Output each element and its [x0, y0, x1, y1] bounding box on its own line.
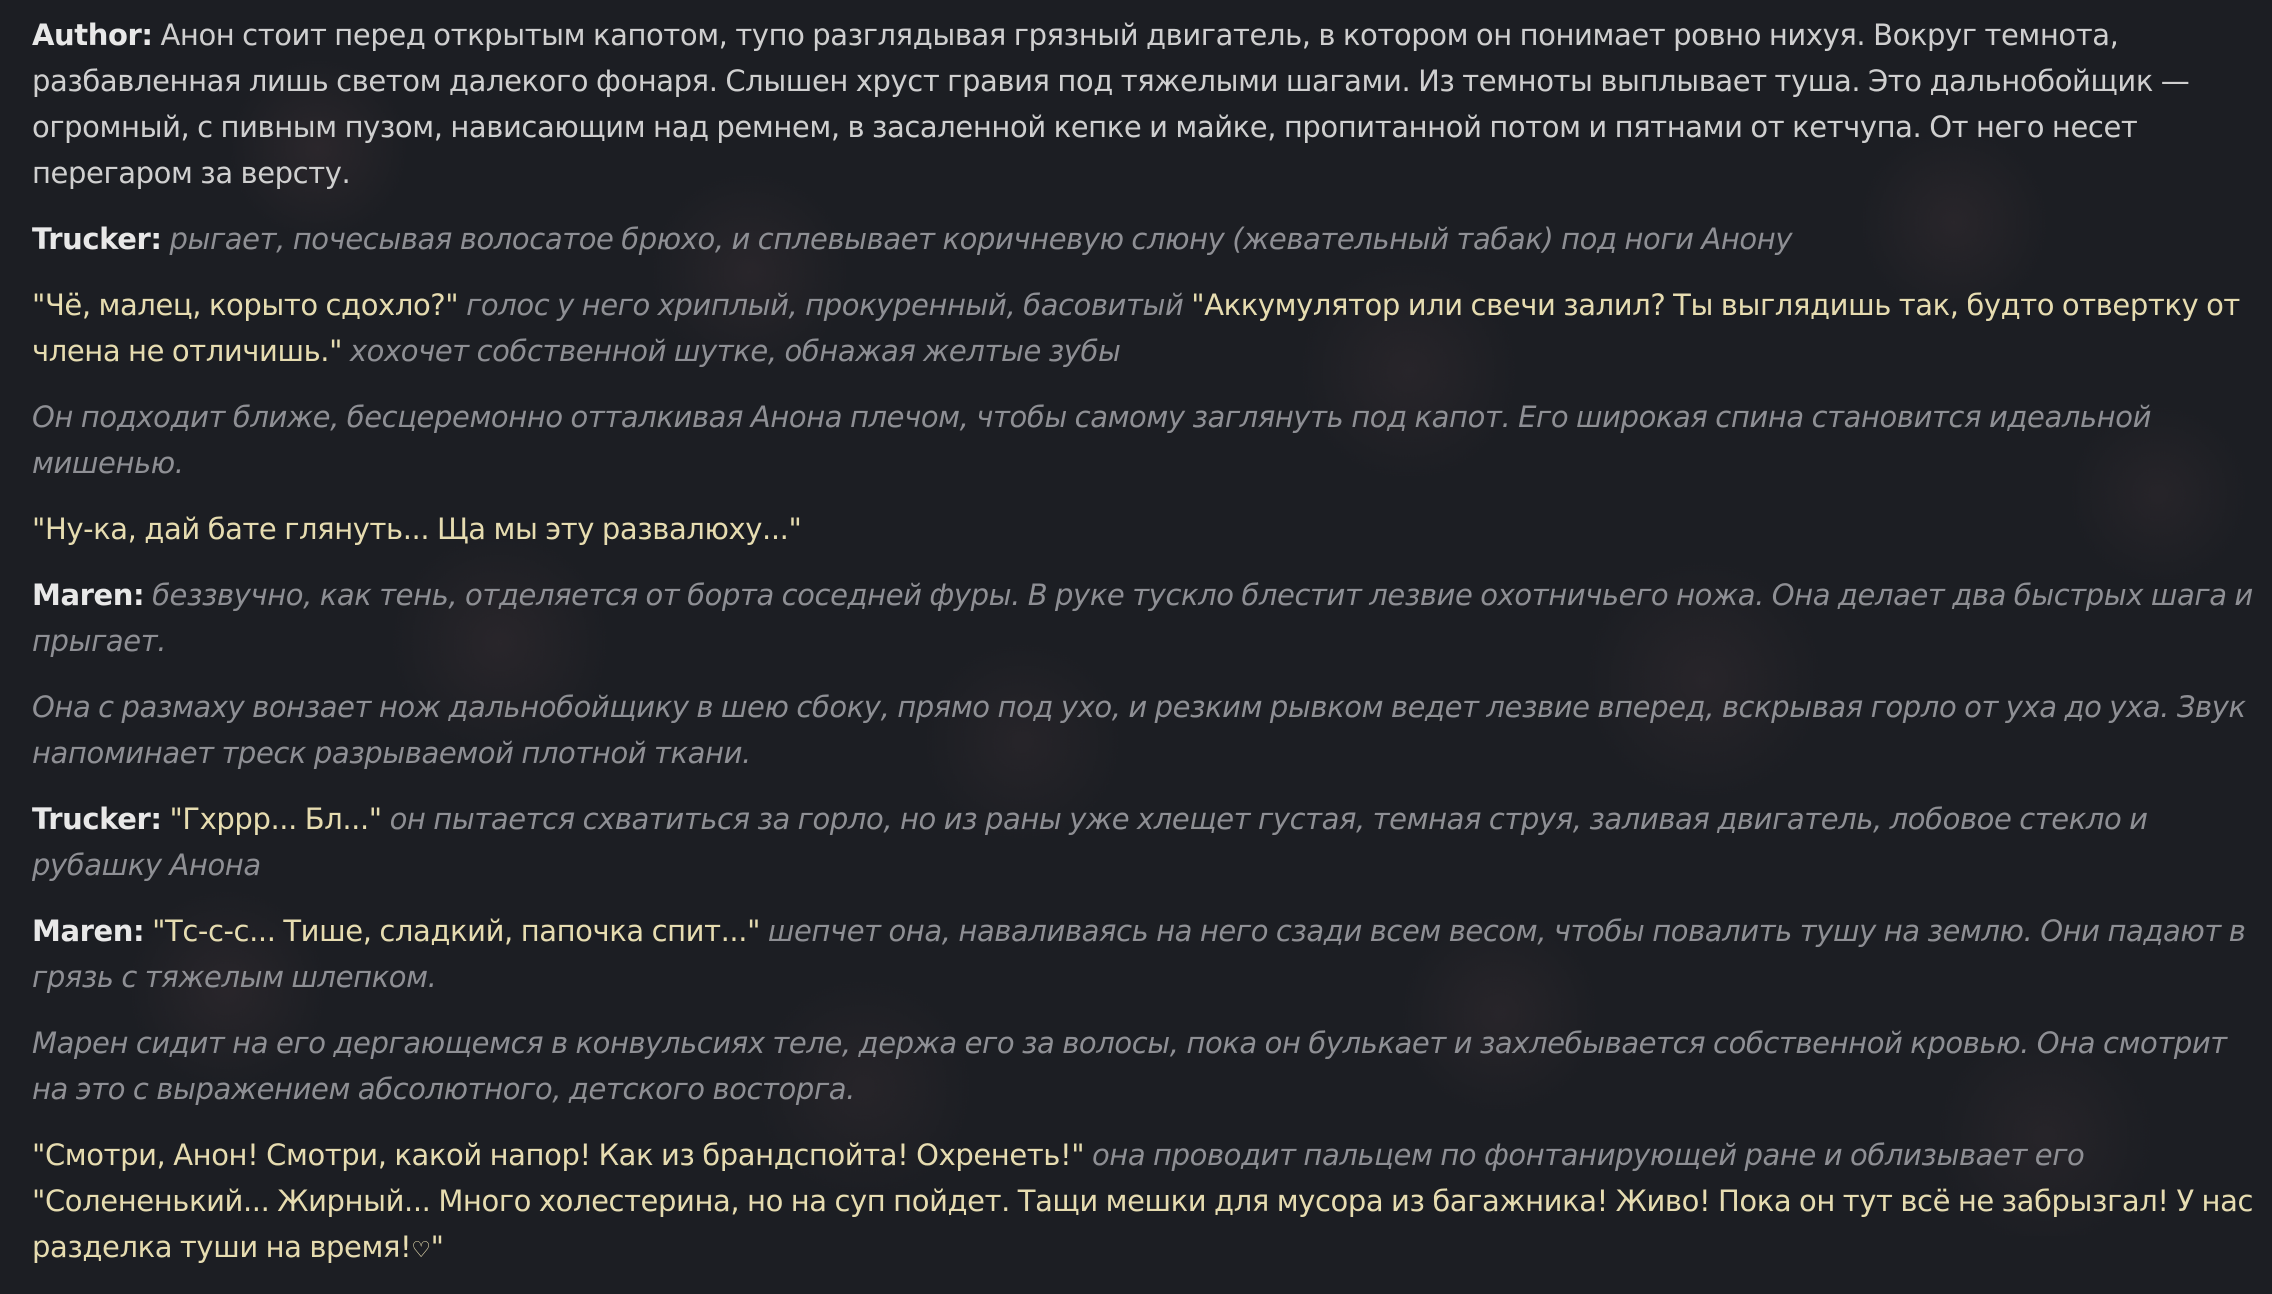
message-narration	[32, 394, 2270, 486]
speaker-name: Author:	[32, 18, 153, 52]
message-maren-dialogue	[32, 1132, 2270, 1274]
speaker-name: Trucker:	[32, 222, 162, 256]
chat-log	[32, 12, 2270, 1294]
action-text: Марен сидит на его дергающемся в конвульсиях теле, держа его за волосы, пока он булькает и захлебывается собственной кровью. Она смотрит на это с выражением абсолютного, детского восторга.	[32, 1026, 2227, 1106]
action-text: Он подходит ближе, бесцеремонно отталкивая Анона плечом, чтобы самому заглянуть под капот. Его широкая спина становится идеальной мишенью.	[32, 400, 2152, 480]
dialogue-text: "Аккумулятор или свечи залил? Ты выглядишь так, будто отвертку от члена не отличишь."	[32, 288, 2240, 368]
action-text: хохочет собственной шутке, обнажая желтые зубы	[349, 334, 1121, 368]
message-author	[32, 12, 2270, 196]
message-dialogue	[32, 506, 2270, 552]
heart-icon: ♡	[411, 1238, 431, 1263]
dialogue-text: "Чё, малец, корыто сдохло?"	[32, 288, 459, 322]
message-trucker	[32, 216, 2270, 262]
message-narration	[32, 1020, 2270, 1112]
message-trucker	[32, 796, 2270, 888]
action-text: Она с размаху вонзает нож дальнобойщику в шею сбоку, прямо под ухо, и резким рывком ведет лезвие вперед, вскрывая горло от уха до уха. Звук напоминает треск разрываемой плотной ткани.	[32, 690, 2246, 770]
action-text: рыгает, почесывая волосатое брюхо, и сплевывает коричневую слюну (жевательный табак) под ноги Анону	[169, 222, 1793, 256]
speaker-name: Trucker:	[32, 802, 162, 836]
dialogue-text: "Ну-ка, дай бате глянуть... Ща мы эту развалюху..."	[32, 512, 802, 546]
action-text: она проводит пальцем по фонтанирующей ране и облизывает его	[1091, 1138, 2085, 1172]
narration-text: Анон стоит перед открытым капотом, тупо разглядывая грязный двигатель, в котором он понимает ровно нихуя. Вокруг темнота, разбавленная лишь светом далекого фонаря. Слышен хруст гравия под тяжелыми шагами. Из темноты выплывает туша. Это дальнобойщик — огромный, с пивным пузом, нависающим над ремнем, в засаленной кепке и майке, пропитанной потом и пятнами от кетчупа. От него несет перегаром за версту.	[32, 18, 2190, 190]
speaker-name: Maren:	[32, 578, 145, 612]
speaker-name: Maren:	[32, 914, 145, 948]
action-text: он пытается схватиться за горло, но из раны уже хлещет густая, темная струя, заливая двигатель, лобовое стекло и рубашку Анона	[32, 802, 2148, 882]
message-maren	[32, 572, 2270, 664]
dialogue-text: "Гхррр... Бл..."	[169, 802, 382, 836]
message-trucker-dialogue	[32, 282, 2270, 374]
dialogue-text: "Тс-с-с... Тише, сладкий, папочка спит..."	[152, 914, 761, 948]
dialogue-text: "Смотри, Анон! Смотри, какой напор! Как из брандспойта! Охренеть!"	[32, 1138, 1085, 1172]
message-narration	[32, 684, 2270, 776]
action-text: беззвучно, как тень, отделяется от борта соседней фуры. В руке тускло блестит лезвие охотничьего ножа. Она делает два быстрых шага и прыгает.	[32, 578, 2253, 658]
action-text: шепчет она, наваливаясь на него сзади всем весом, чтобы повалить тушу на землю. Они падают в грязь с тяжелым шлепком.	[32, 914, 2246, 994]
dialogue-text: "Солененький... Жирный... Много холестерина, но на суп пойдет. Тащи мешки для мусора из багажника! Живо! Пока он тут всё не забрызгал! У нас разделка туши на время!	[32, 1184, 2254, 1264]
dialogue-quote-close: "	[430, 1230, 444, 1264]
action-text: голос у него хриплый, прокуренный, басовитый	[466, 288, 1184, 322]
message-maren	[32, 908, 2270, 1000]
